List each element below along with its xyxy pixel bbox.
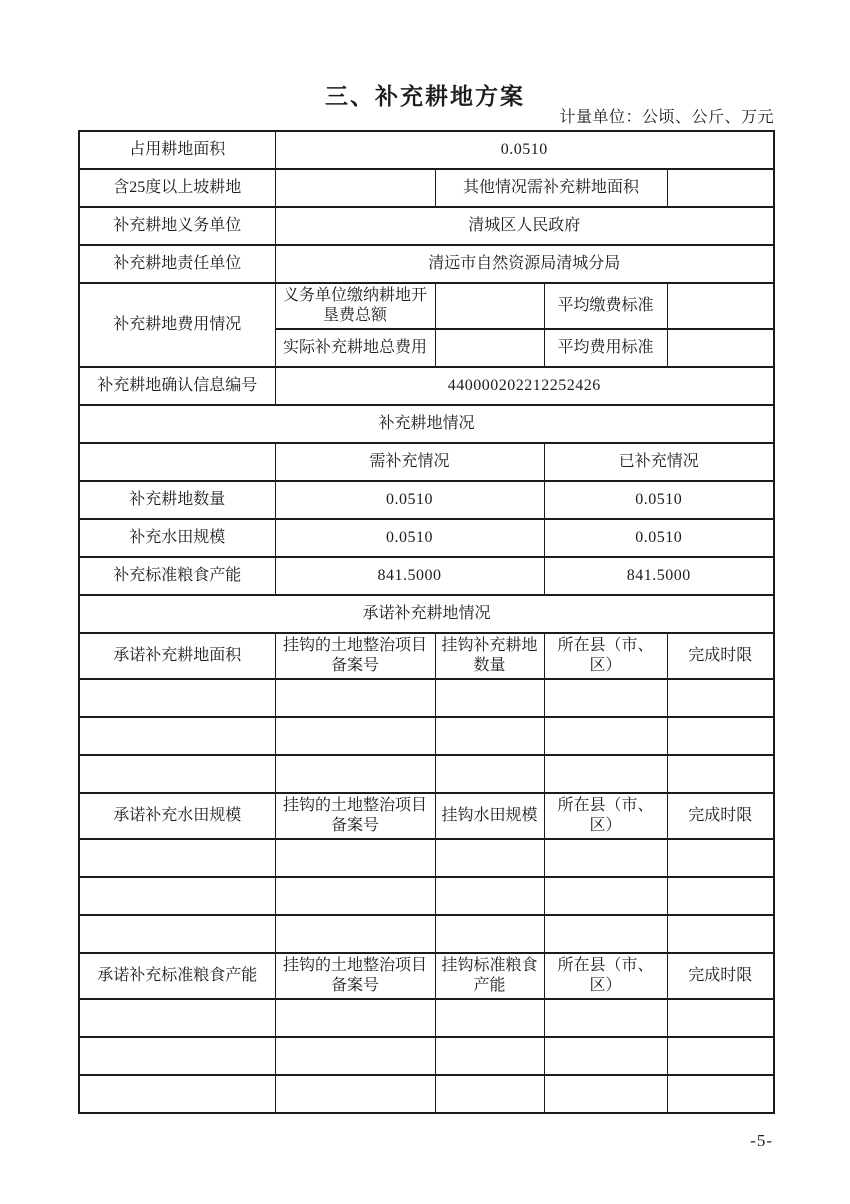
- unit-note: 计量单位：公顷、公斤、万元: [559, 109, 774, 126]
- table-row: [79, 1075, 774, 1113]
- row-label-cell: 补充耕地责任单位: [79, 245, 275, 283]
- empty-cell: [435, 755, 544, 793]
- empty-cell: [79, 839, 275, 877]
- empty-cell: [275, 877, 435, 915]
- empty-cell: [544, 839, 667, 877]
- empty-cell: [435, 1037, 544, 1075]
- empty-cell: [435, 877, 544, 915]
- table-row: [79, 953, 774, 999]
- row-label-cell: 补充标准粮食产能: [79, 557, 275, 595]
- page-title: 三、补充耕地方案: [325, 83, 525, 109]
- empty-cell: [275, 169, 435, 207]
- table-row: [79, 283, 774, 329]
- column-header-cell: 所在县（市、区）: [544, 633, 667, 679]
- table-row: [79, 717, 774, 755]
- empty-cell: [544, 755, 667, 793]
- page-number: -5-: [750, 1131, 773, 1150]
- empty-cell: [667, 329, 774, 367]
- table-row: [79, 793, 774, 839]
- table-row: [79, 519, 774, 557]
- empty-cell: [275, 1037, 435, 1075]
- table-row: [79, 999, 774, 1037]
- empty-cell: [435, 839, 544, 877]
- empty-cell: [544, 679, 667, 717]
- row-label-cell: 平均缴费标准: [544, 283, 667, 329]
- empty-cell: [275, 839, 435, 877]
- row-label-cell: 承诺补充水田规模: [79, 793, 275, 839]
- table-row: [79, 245, 774, 283]
- empty-cell: [544, 1037, 667, 1075]
- column-header-cell: 挂钩水田规模: [435, 793, 544, 839]
- empty-cell: [275, 755, 435, 793]
- value-cell: 0.0510: [275, 131, 774, 169]
- value-cell: 清远市自然资源局清城分局: [275, 245, 774, 283]
- empty-cell: [435, 915, 544, 953]
- empty-cell: [544, 877, 667, 915]
- value-cell: 440000202212252426: [275, 367, 774, 405]
- empty-cell: [667, 717, 774, 755]
- empty-cell: [275, 679, 435, 717]
- column-header-cell: 挂钩的土地整治项目备案号: [275, 633, 435, 679]
- empty-cell: [275, 999, 435, 1037]
- empty-cell: [79, 877, 275, 915]
- table-row: [79, 755, 774, 793]
- row-label-cell: 补充耕地费用情况: [79, 283, 275, 367]
- row-label-cell: 含25度以上坡耕地: [79, 169, 275, 207]
- row-label-cell: 其他情况需补充耕地面积: [435, 169, 667, 207]
- row-label-cell: 补充水田规模: [79, 519, 275, 557]
- table-row: [79, 557, 774, 595]
- empty-cell: [79, 1075, 275, 1113]
- column-header-cell: 已补充情况: [544, 443, 774, 481]
- table-row: [79, 443, 774, 481]
- column-header-cell: 所在县（市、区）: [544, 793, 667, 839]
- empty-cell: [435, 679, 544, 717]
- table-row: [79, 131, 774, 169]
- row-label-cell: 补充耕地数量: [79, 481, 275, 519]
- column-header-cell: 挂钩的土地整治项目备案号: [275, 953, 435, 999]
- table-row: [79, 839, 774, 877]
- value-cell: 0.0510: [275, 481, 544, 519]
- table-row: [79, 481, 774, 519]
- table-row: [79, 915, 774, 953]
- empty-cell: [667, 1037, 774, 1075]
- empty-cell: [435, 999, 544, 1037]
- column-header-cell: 完成时限: [667, 633, 774, 679]
- table-row: [79, 405, 774, 443]
- empty-cell: [435, 717, 544, 755]
- row-label-cell: 占用耕地面积: [79, 131, 275, 169]
- table-row: [79, 877, 774, 915]
- column-header-cell: 挂钩标准粮食产能: [435, 953, 544, 999]
- empty-cell: [667, 999, 774, 1037]
- empty-cell: [667, 1075, 774, 1113]
- column-header-cell: 完成时限: [667, 953, 774, 999]
- table-row: [79, 1037, 774, 1075]
- value-cell: 清城区人民政府: [275, 207, 774, 245]
- empty-cell: [544, 717, 667, 755]
- empty-cell: [667, 679, 774, 717]
- empty-cell: [667, 915, 774, 953]
- section-header-cell: 补充耕地情况: [79, 405, 774, 443]
- empty-cell: [79, 1037, 275, 1075]
- empty-cell: [79, 443, 275, 481]
- empty-cell: [435, 283, 544, 329]
- value-cell: 0.0510: [275, 519, 544, 557]
- empty-cell: [435, 1075, 544, 1113]
- column-header-cell: 完成时限: [667, 793, 774, 839]
- column-header-cell: 挂钩补充耕地数量: [435, 633, 544, 679]
- value-cell: 841.5000: [544, 557, 774, 595]
- table-row: [79, 595, 774, 633]
- value-cell: 0.0510: [544, 519, 774, 557]
- row-label-cell: 承诺补充耕地面积: [79, 633, 275, 679]
- empty-cell: [79, 999, 275, 1037]
- empty-cell: [435, 329, 544, 367]
- empty-cell: [544, 1075, 667, 1113]
- table-row: [79, 367, 774, 405]
- empty-cell: [667, 877, 774, 915]
- column-header-cell: 所在县（市、区）: [544, 953, 667, 999]
- empty-cell: [275, 1075, 435, 1113]
- value-cell: 0.0510: [544, 481, 774, 519]
- row-label-cell: 义务单位缴纳耕地开垦费总额: [275, 283, 435, 329]
- empty-cell: [544, 915, 667, 953]
- empty-cell: [275, 717, 435, 755]
- form-table: [78, 130, 775, 1114]
- empty-cell: [79, 915, 275, 953]
- empty-cell: [79, 717, 275, 755]
- empty-cell: [79, 755, 275, 793]
- empty-cell: [667, 755, 774, 793]
- empty-cell: [667, 839, 774, 877]
- row-label-cell: 平均费用标准: [544, 329, 667, 367]
- table-row: [79, 207, 774, 245]
- empty-cell: [667, 169, 774, 207]
- empty-cell: [79, 679, 275, 717]
- column-header-cell: 需补充情况: [275, 443, 544, 481]
- empty-cell: [275, 915, 435, 953]
- row-label-cell: 承诺补充标准粮食产能: [79, 953, 275, 999]
- table-row: [79, 633, 774, 679]
- column-header-cell: 挂钩的土地整治项目备案号: [275, 793, 435, 839]
- row-label-cell: 实际补充耕地总费用: [275, 329, 435, 367]
- table-row: [79, 679, 774, 717]
- table-row: [79, 169, 774, 207]
- row-label-cell: 补充耕地确认信息编号: [79, 367, 275, 405]
- empty-cell: [667, 283, 774, 329]
- section-header-cell: 承诺补充耕地情况: [79, 595, 774, 633]
- row-label-cell: 补充耕地义务单位: [79, 207, 275, 245]
- value-cell: 841.5000: [275, 557, 544, 595]
- empty-cell: [544, 999, 667, 1037]
